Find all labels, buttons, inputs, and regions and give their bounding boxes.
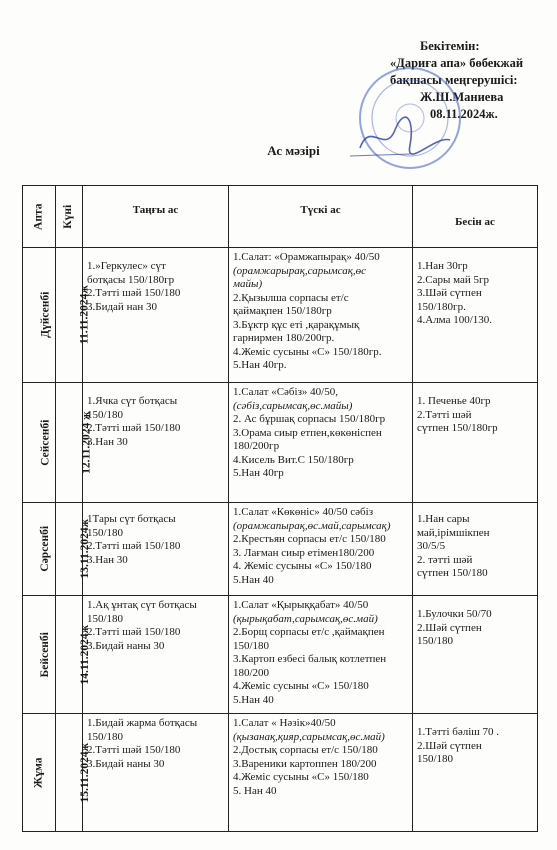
lunch-cell: 1.Салат « Нәзік»40/50 (қызанақ,қияр,сарымсақ,өс.май) 2.Достық сорпасы ет/с 150/180 3.Вареники картоппен 180/200 4.Жеміс сусыны «С» 150/180 5. Нан 40	[229, 714, 413, 832]
header-breakfast: Таңғы ас	[83, 186, 229, 248]
breakfast-cell: 1.Бидай жарма ботқасы 150/180 2.Тәтті шәй 150/180 3.Бидай наны 30	[83, 714, 229, 832]
lunch-cell: 1.Салат «Қырыққабат» 40/50 (қырықабат,сарымсақ,өс.май) 2.Борщ сорпасы ет/с ,қаймақпен 150/180 3.Картоп езбесі балық котлетпен 180/200 4.Жеміс сусыны «С» 150/180 5.Нан 40	[229, 596, 413, 714]
lunch-cell: 1.Салат «Сәбіз» 40/50, (сәбіз,сарымсақ,өс.майы) 2. Ас бұршақ сорпасы 150/180гр 3.Орама сиыр етпен,көкөніспен 180/200гр 4.Кисель Вит.С 150/180гр 5.Нан 40гр	[229, 383, 413, 503]
weekday-cell: Дүйсенбі	[23, 248, 56, 383]
lunch-cell: 1.Салат «Көкөніс» 40/50 сәбіз (орамжапырақ,өс.май,сарымсақ) 2.Крестьян сорпасы ет/с 150/180 3. Лағман сиыр етімен180/200 4. Жеміс сусыны «С» 150/180 5.Нан 40	[229, 503, 413, 596]
breakfast-cell: 1.Ячка сүт ботқасы 150/180 2.Тәтті шәй 150/180 3.Нан 30	[83, 383, 229, 503]
approval-position: бақшасы меңгерушісі:	[390, 73, 518, 87]
header-day: Күні	[56, 186, 83, 248]
table-header-row	[23, 186, 538, 248]
snack-cell: 1. Печенье 40гр 2.Тәтті шәй сүтпен 150/180гр	[413, 383, 538, 503]
weekday-cell: Бейсенбі	[23, 596, 56, 714]
table-row	[23, 503, 538, 596]
snack-cell: 1.Нан сары май,ірімшікпен 30/5/5 2. тәтті шәй сүтпен 150/180	[413, 503, 538, 596]
official-stamp-icon	[340, 60, 470, 180]
header-lunch: Түскі ас	[229, 186, 413, 248]
breakfast-cell: 1.»Геркулес» сүт ботқасы 150/180гр 2.Тәтті шәй 150/180 3.Бидай нан 30	[83, 248, 229, 383]
snack-cell: 1.Булочки 50/70 2.Шәй сүтпен 150/180	[413, 596, 538, 714]
weekday-cell: Сәрсенбі	[23, 503, 56, 596]
snack-cell: 1.Тәтті бәліш 70 . 2.Шәй сүтпен 150/180	[413, 714, 538, 832]
approval-director-name: Ж.Ш.Маниева	[420, 90, 504, 104]
header-week: Апта	[23, 186, 56, 248]
header-snack: Бесін ас	[413, 186, 538, 248]
breakfast-cell: 1.Ақ ұнтақ сүт ботқасы 150/180 2.Тәтті шәй 150/180 3.Бидай наны 30	[83, 596, 229, 714]
approval-date: 08.11.2024ж.	[430, 107, 498, 121]
page-title: Ас мәзірі	[267, 143, 320, 158]
lunch-cell: 1.Салат: «Орамжапырақ» 40/50 (орамжарырақ,сарымсақ,өс майы) 2.Қызылша сорпасы ет/с қаймақпен 150/180гр 3.Бұктр құс еті ,қарақұмық гарнирмен 180/200гр. 4.Жеміс сусыны «С» 150/180гр. 5.Нан 40гр.	[229, 248, 413, 383]
date-cell: 13.11.2024ж	[56, 503, 83, 596]
breakfast-cell: 1Тары сүт ботқасы 150/180 2.Тәтті шәй 150/180 3.Нан 30	[83, 503, 229, 596]
table-row	[23, 383, 538, 503]
weekday-cell: Сейсенбі	[23, 383, 56, 503]
date-cell: 11.11.2024ж	[56, 248, 83, 383]
table-row	[23, 596, 538, 714]
approval-heading: Бекітемін:	[420, 39, 480, 53]
approval-organization: «Дариға апа» бөбекжай	[390, 56, 524, 70]
table-row	[23, 248, 538, 383]
weekday-cell: Жұма	[23, 714, 56, 832]
date-cell: 15.11.2024ж	[56, 714, 83, 832]
menu-table	[22, 185, 538, 832]
date-cell: 14.11.2024ж	[56, 596, 83, 714]
snack-cell: 1.Нан 30гр 2.Сары май 5гр 3.Шәй сүтпен 150/180гр. 4.Алма 100/130.	[413, 248, 538, 383]
table-row	[23, 714, 538, 832]
date-cell: 12.11.2024 ж	[56, 383, 83, 503]
